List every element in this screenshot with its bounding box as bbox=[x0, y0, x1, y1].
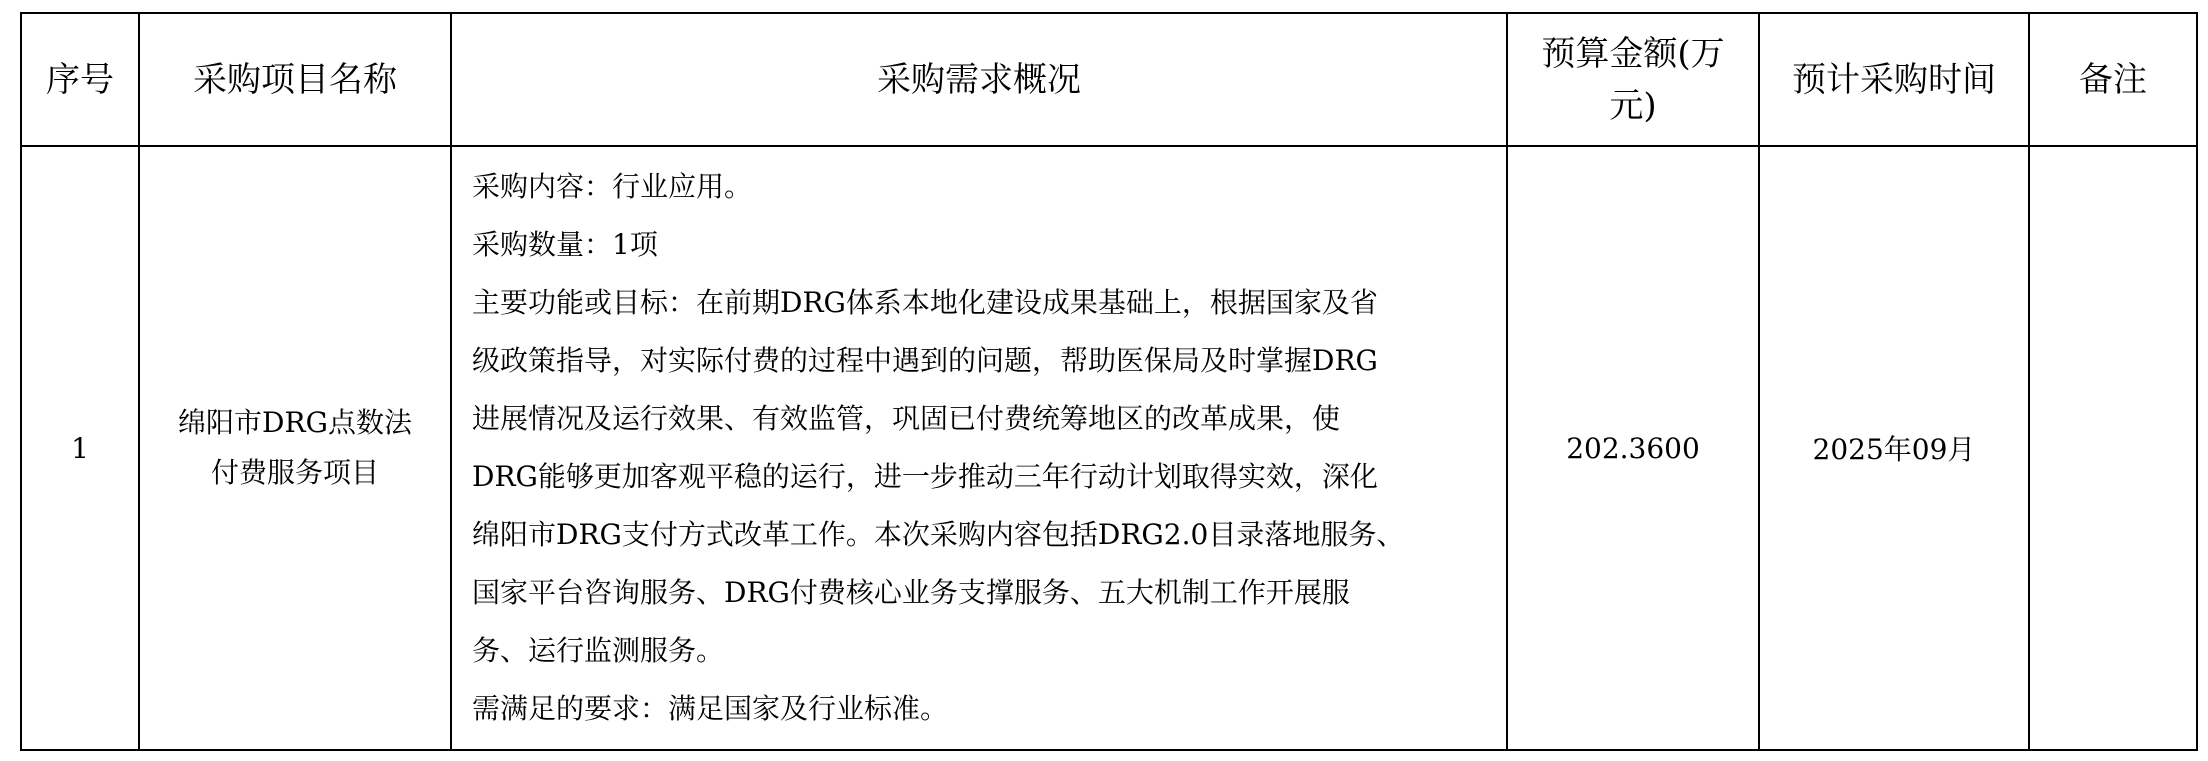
header-project-name: 采购项目名称 bbox=[139, 13, 451, 146]
header-planned-time: 预计采购时间 bbox=[1759, 13, 2029, 146]
header-budget bbox=[1507, 13, 1759, 146]
desc-line: 国家平台咨询服务、DRG付费核心业务支撑服务、五大机制工作开展服 bbox=[472, 576, 1350, 609]
desc-line: 级政策指导，对实际付费的过程中遇到的问题，帮助医保局及时掌握DRG bbox=[472, 344, 1378, 377]
header-seq: 序号 bbox=[21, 13, 139, 146]
desc-line: 进展情况及运行效果、有效监管，巩固已付费统筹地区的改革成果，使 bbox=[472, 402, 1341, 435]
procurement-table bbox=[20, 12, 2198, 751]
desc-line: DRG能够更加客观平稳的运行，进一步推动三年行动计划取得实效，深化 bbox=[472, 460, 1378, 493]
cell-seq: 1 bbox=[21, 146, 139, 750]
cell-requirement-summary bbox=[451, 146, 1507, 750]
header-requirement-summary: 采购需求概况 bbox=[451, 13, 1507, 146]
header-row bbox=[21, 13, 2197, 146]
desc-line: 绵阳市DRG支付方式改革工作。本次采购内容包括DRG2.0目录落地服务、 bbox=[472, 518, 1405, 551]
table-row bbox=[21, 146, 2197, 750]
header-remark: 备注 bbox=[2029, 13, 2197, 146]
desc-line: 采购数量：1项 bbox=[472, 228, 658, 261]
cell-planned-time: 2025年09月 bbox=[1759, 146, 2029, 750]
project-name-line2: 付费服务项目 bbox=[210, 456, 379, 489]
desc-line: 主要功能或目标：在前期DRG体系本地化建设成果基础上，根据国家及省 bbox=[472, 286, 1378, 319]
desc-line: 需满足的要求：满足国家及行业标准。 bbox=[472, 692, 949, 725]
header-budget-line2: 元) bbox=[1609, 85, 1657, 126]
desc-line: 采购内容：行业应用。 bbox=[472, 170, 753, 203]
cell-project-name bbox=[139, 146, 451, 750]
desc-line: 务、运行监测服务。 bbox=[472, 634, 725, 667]
cell-budget: 202.3600 bbox=[1507, 146, 1759, 750]
project-name-line1: 绵阳市DRG点数法 bbox=[178, 406, 412, 439]
header-budget-line1: 预算金额(万 bbox=[1541, 33, 1725, 74]
cell-remark bbox=[2029, 146, 2197, 750]
